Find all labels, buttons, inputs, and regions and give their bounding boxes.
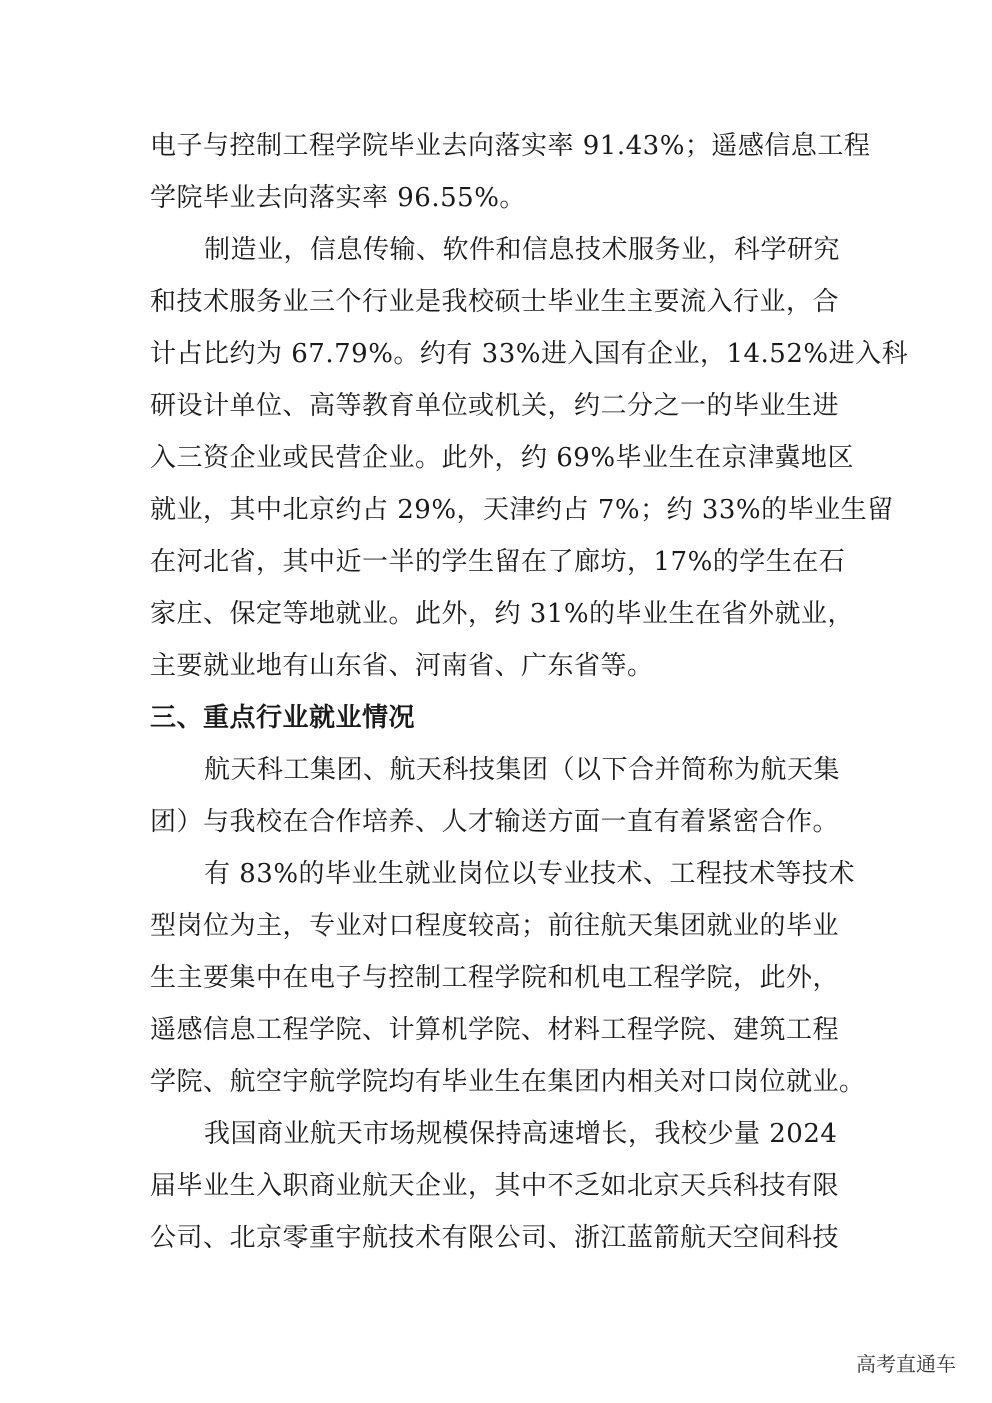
text-line: 遥感信息工程学院、计算机学院、材料工程学院、建筑工程 <box>150 1015 840 1045</box>
text-line: 生主要集中在电子与控制工程学院和机电工程学院，此外， <box>150 963 840 993</box>
text-line: 航天科工集团、航天科技集团（以下合并简称为航天集 <box>204 755 841 785</box>
text-line: 我国商业航天市场规模保持高速增长，我校少量 2024 <box>204 1119 838 1149</box>
text-line: 型岗位为主，专业对口程度较高；前往航天集团就业的毕业 <box>150 911 840 941</box>
text-line: 就业，其中北京约占 29%，天津约占 7%；约 33%的毕业生留 <box>150 495 894 525</box>
text-line: 制造业，信息传输、软件和信息技术服务业，科学研究 <box>204 235 841 265</box>
paragraph-industry-distribution <box>150 224 909 692</box>
text-line: 有 83%的毕业生就业岗位以专业技术、工程技术等技术 <box>204 859 856 889</box>
paragraph-commercial-aerospace <box>150 1108 850 1264</box>
text-line: 主要就业地有山东省、河南省、广东省等。 <box>150 651 654 681</box>
section-heading <box>150 692 850 744</box>
text-line: 研设计单位、高等教育单位或机关，约二分之一的毕业生进 <box>150 391 840 421</box>
text-line: 电子与控制工程学院毕业去向落实率 91.43%；遥感信息工程 <box>150 131 871 161</box>
text-line: 和技术服务业三个行业是我校硕士毕业生主要流入行业，合 <box>150 287 840 317</box>
text-line: 学院、航空宇航学院均有毕业生在集团内相关对口岗位就业。 <box>150 1067 866 1097</box>
watermark-text: 高考直通车 <box>856 1352 956 1376</box>
paragraph-graduation-rates <box>150 120 871 224</box>
text-line: 计占比约为 67.79%。约有 33%进入国有企业，14.52%进入科 <box>150 339 909 369</box>
text-line: 在河北省，其中近一半的学生留在了廊坊，17%的学生在石 <box>150 547 846 577</box>
text-line: 届毕业生入职商业航天企业，其中不乏如北京天兵科技有限 <box>150 1171 840 1201</box>
text-line: 入三资企业或民营企业。此外，约 69%毕业生在京津冀地区 <box>150 443 855 473</box>
text-line: 公司、北京零重宇航技术有限公司、浙江蓝箭航天空间科技 <box>150 1223 840 1253</box>
paragraph-job-positions <box>150 848 866 1108</box>
section-title: 三、重点行业就业情况 <box>150 703 416 733</box>
text-line: 学院毕业去向落实率 96.55%。 <box>150 183 526 213</box>
paragraph-aerospace-cooperation <box>150 744 850 848</box>
text-line: 家庄、保定等地就业。此外，约 31%的毕业生在省外就业， <box>150 599 855 629</box>
text-line: 团）与我校在合作培养、人才输送方面一直有着紧密合作。 <box>150 807 840 837</box>
